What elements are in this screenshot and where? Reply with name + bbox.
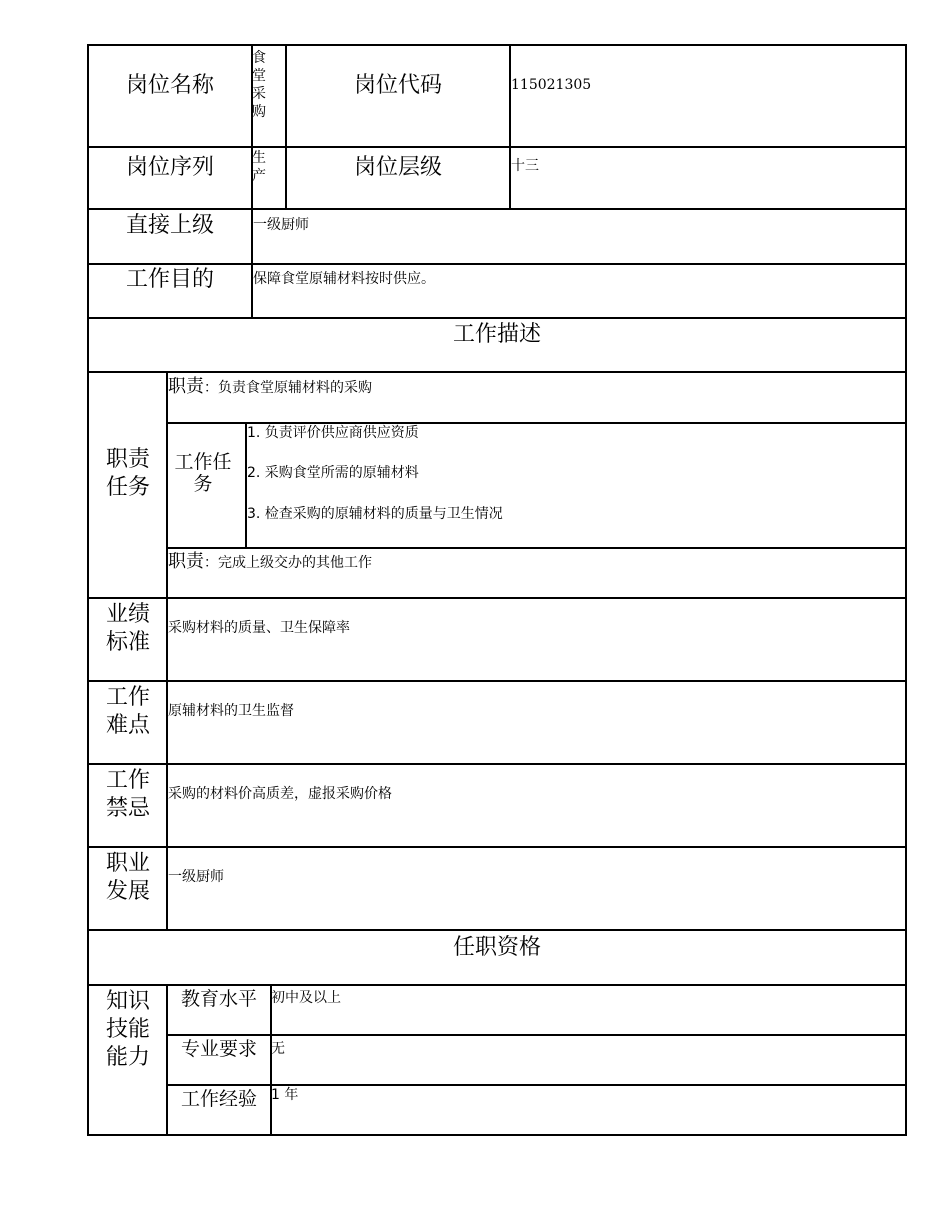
position-series-value: 生产 (252, 150, 266, 184)
task-item-3: 3. 检查采购的原辅材料的质量与卫生情况 (247, 506, 503, 522)
table-border-left (87, 44, 89, 1136)
education-label: 教育水平 (180, 988, 257, 1010)
purpose-value: 保障食堂原辅材料按时供应。 (253, 271, 435, 287)
position-code-value: 115021305 (511, 77, 592, 93)
table-border-bottom (87, 1134, 907, 1136)
experience-value: 1 年 (271, 1087, 299, 1103)
row-divider (87, 371, 907, 373)
taboo-label: 工作禁忌 (105, 768, 150, 821)
duty-1 (168, 376, 372, 399)
duty-1-text: ：负责食堂原辅材料的采购 (204, 380, 372, 396)
supervisor-value: 一级厨师 (253, 217, 309, 233)
position-level-value: 十三 (511, 158, 539, 174)
task-item-2: 2. 采购食堂所需的原辅材料 (247, 465, 419, 481)
performance-label: 业绩标准 (105, 602, 150, 655)
section-title-qualification: 任职资格 (452, 935, 541, 960)
row-divider (87, 263, 907, 265)
major-label: 专业要求 (180, 1038, 257, 1060)
supervisor-label: 直接上级 (125, 213, 214, 238)
col-divider (166, 371, 168, 931)
position-level-label: 岗位层级 (353, 155, 442, 180)
major-value: 无 (271, 1041, 285, 1057)
row-divider (87, 984, 907, 986)
row-divider (166, 1034, 907, 1036)
table-border-top (87, 44, 907, 46)
duty-prefix: 职责 (168, 551, 204, 572)
duty-2-text: ：完成上级交办的其他工作 (204, 555, 372, 571)
row-divider (87, 597, 907, 599)
row-divider (87, 208, 907, 210)
row-divider (166, 1084, 907, 1086)
table-border-right (905, 44, 907, 1136)
experience-label: 工作经验 (180, 1088, 257, 1110)
purpose-label: 工作目的 (125, 267, 214, 292)
row-divider (87, 680, 907, 682)
difficulty-value: 原辅材料的卫生监督 (168, 703, 294, 719)
position-code-label: 岗位代码 (353, 73, 442, 98)
position-series-label: 岗位序列 (125, 155, 214, 180)
row-divider (166, 547, 907, 549)
col-divider (285, 44, 287, 210)
position-name-value: 食堂采购 (252, 50, 266, 120)
row-divider (87, 317, 907, 319)
duty-prefix: 职责 (168, 376, 204, 397)
education-value: 初中及以上 (271, 990, 341, 1006)
col-divider (509, 44, 511, 210)
row-divider (87, 763, 907, 765)
position-name-label: 岗位名称 (125, 73, 214, 98)
duty-task-label: 职责任务 (105, 447, 150, 500)
row-divider (87, 146, 907, 148)
ksa-label: 知识技能能力 (105, 989, 150, 1070)
performance-value: 采购材料的质量、卫生保障率 (168, 620, 350, 636)
difficulty-label: 工作难点 (105, 685, 150, 738)
career-label: 职业发展 (105, 851, 150, 904)
taboo-value: 采购的材料价高质差，虚报采购价格 (168, 786, 392, 802)
duty-2 (168, 551, 372, 574)
task-item-1: 1. 负责评价供应商供应资质 (247, 425, 419, 441)
career-value: 一级厨师 (168, 869, 224, 885)
row-divider (87, 929, 907, 931)
section-title-description: 工作描述 (452, 322, 541, 347)
work-task-label: 工作任务 (174, 451, 232, 495)
row-divider (87, 846, 907, 848)
row-divider (166, 422, 907, 424)
